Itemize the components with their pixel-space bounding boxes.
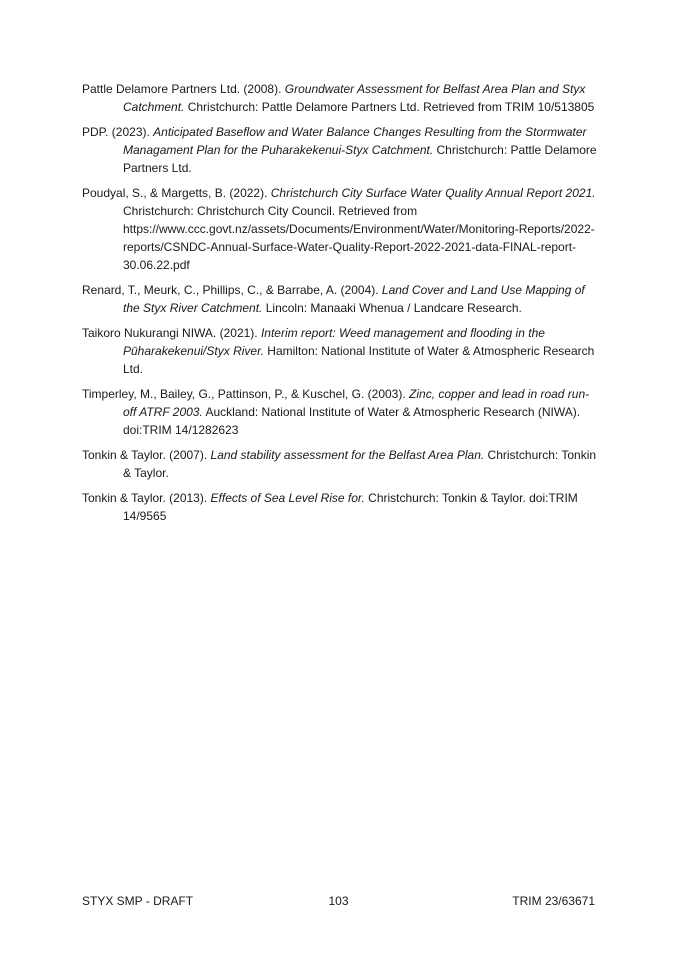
reference-author: Tonkin & Taylor. (2013).: [82, 491, 211, 505]
reference-author: Tonkin & Taylor. (2007).: [82, 448, 211, 462]
reference-entry: [82, 123, 600, 177]
reference-title: Zinc, copper and lead in road run-off ATRF 2003.: [123, 387, 590, 419]
page-footer: [82, 892, 595, 910]
reference-entry: [82, 281, 600, 317]
reference-title: Anticipated Baseflow and Water Balance Changes Resulting from the Stormwater Managament Plan for the Puharakekenui-Styx Catchment.: [123, 125, 587, 157]
reference-author: Renard, T., Meurk, C., Phillips, C., & Barrabe, A. (2004).: [82, 283, 382, 297]
reference-details: Hamilton: National Institute of Water & Atmospheric Research Ltd.: [123, 344, 595, 376]
reference-details: Christchurch: Tonkin & Taylor. doi:TRIM 14/9565: [123, 491, 578, 523]
reference-details: Lincoln: Manaaki Whenua / Landcare Research.: [262, 301, 522, 315]
reference-author: Timperley, M., Bailey, G., Pattinson, P., & Kuschel, G. (2003).: [82, 387, 410, 401]
reference-entry: [82, 385, 600, 439]
reference-title: Groundwater Assessment for Belfast Area Plan and Styx Catchment.: [123, 82, 586, 114]
reference-details: Christchurch: Tonkin & Taylor.: [123, 448, 597, 480]
reference-title: Interim report: Weed management and flooding in the Pūharakekenui/Styx River.: [123, 326, 545, 358]
reference-details: Christchurch: Pattle Delamore Partners Ltd. Retrieved from TRIM 10/513805: [184, 100, 595, 114]
reference-author: Pattle Delamore Partners Ltd. (2008).: [82, 82, 285, 96]
reference-author: Taikoro Nukurangi NIWA. (2021).: [82, 326, 261, 340]
reference-title: Effects of Sea Level Rise for.: [210, 491, 365, 505]
footer-trim-reference: TRIM 23/63671: [512, 894, 595, 908]
reference-details: Auckland: National Institute of Water & Atmospheric Research (NIWA). doi:TRIM 14/1282623: [123, 405, 581, 437]
reference-entry: [82, 184, 600, 274]
reference-title: Christchurch City Surface Water Quality Annual Report 2021.: [270, 186, 596, 200]
reference-author: PDP. (2023).: [82, 125, 154, 139]
reference-entry: [82, 489, 600, 525]
reference-author: Poudyal, S., & Margetts, B. (2022).: [82, 186, 271, 200]
reference-entry: [82, 324, 600, 378]
reference-list: [82, 80, 600, 532]
reference-details: Christchurch: Christchurch City Council. Retrieved from https://www.ccc.govt.nz/assets/Documents/Environment/Water/Monitoring-Reports/2022-reports/CSNDC-Annual-Surface-Water-Quality-Report-2022-2021-data-FINAL-report-30.06.22.pdf: [123, 204, 595, 272]
reference-entry: [82, 446, 600, 482]
footer-document-label: STYX SMP - DRAFT: [82, 894, 194, 908]
reference-details: Christchurch: Pattle Delamore Partners Ltd.: [123, 143, 597, 175]
reference-entry: [82, 80, 600, 116]
reference-title: Land Cover and Land Use Mapping of the Styx River Catchment.: [123, 283, 585, 315]
reference-title: Land stability assessment for the Belfast Area Plan.: [210, 448, 485, 462]
footer-page-number: 103: [328, 894, 349, 908]
